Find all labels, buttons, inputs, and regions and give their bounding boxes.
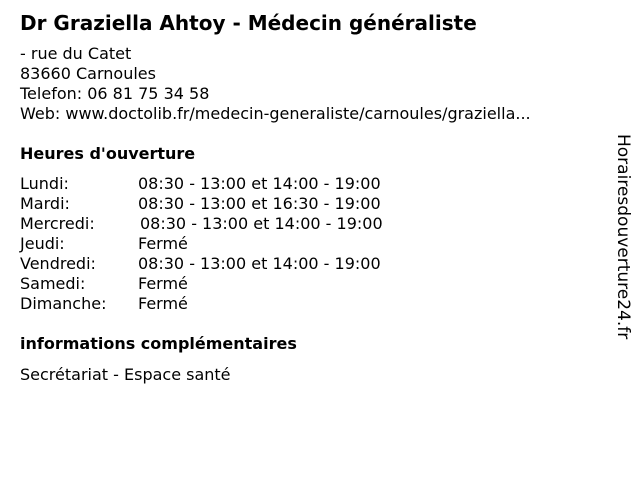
time-value: Fermé — [138, 234, 188, 253]
contact-block — [20, 44, 531, 124]
hours-row-wednesday — [20, 214, 440, 234]
time-value: 08:30 - 13:00 et 14:00 - 19:00 — [138, 254, 381, 273]
page-title: Dr Graziella Ahtoy - Médecin généraliste — [20, 11, 477, 35]
time-value: Fermé — [138, 274, 188, 293]
hours-row-friday — [20, 254, 440, 274]
day-label: Mercredi: — [20, 214, 95, 233]
phone-number: Telefon: 06 81 75 34 58 — [20, 84, 210, 103]
time-value: 08:30 - 13:00 et 14:00 - 19:00 — [140, 214, 383, 233]
hours-row-sunday — [20, 294, 440, 314]
opening-hours-heading: Heures d'ouverture — [20, 144, 196, 163]
hours-row-monday — [20, 174, 440, 194]
day-label: Jeudi: — [20, 234, 65, 253]
day-label: Lundi: — [20, 174, 69, 193]
site-brand[interactable]: Horairesdouverture24.fr — [613, 134, 633, 340]
opening-hours-list — [20, 174, 440, 314]
city-address: 83660 Carnoules — [20, 64, 156, 83]
hours-row-tuesday — [20, 194, 440, 214]
hours-row-saturday — [20, 274, 440, 294]
day-label: Vendredi: — [20, 254, 96, 273]
day-label: Dimanche: — [20, 294, 107, 313]
time-value: 08:30 - 13:00 et 16:30 - 19:00 — [138, 194, 381, 213]
additional-info-heading: informations complémentaires — [20, 334, 297, 353]
website-link[interactable]: Web: www.doctolib.fr/medecin-generaliste/carnoules/graziella... — [20, 104, 531, 123]
hours-row-thursday — [20, 234, 440, 254]
street-address: - rue du Catet — [20, 44, 132, 63]
day-label: Mardi: — [20, 194, 70, 213]
time-value: Fermé — [138, 294, 188, 313]
additional-info-text: Secrétariat - Espace santé — [20, 365, 231, 384]
day-label: Samedi: — [20, 274, 86, 293]
time-value: 08:30 - 13:00 et 14:00 - 19:00 — [138, 174, 381, 193]
